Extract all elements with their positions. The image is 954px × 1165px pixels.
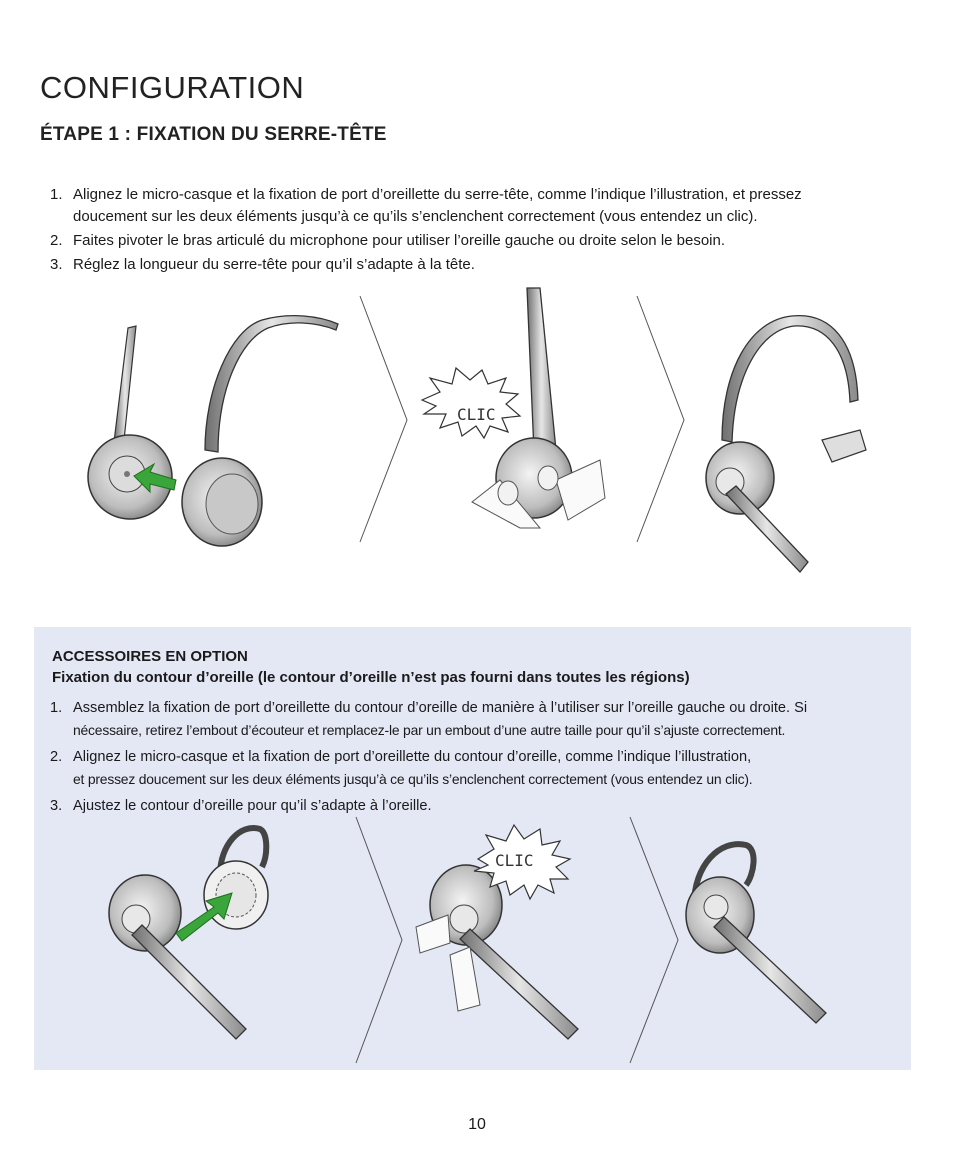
section-subtitle: ÉTAPE 1 : FIXATION DU SERRE-TÊTE [40,124,387,145]
step-separator-chevron [360,296,407,542]
step-separator-chevron [356,817,402,1063]
assembled-headset-drawing [706,316,866,572]
earpiece-headset-drawing [88,326,172,519]
assembled-earhook-headset-drawing [686,844,826,1023]
click-label: CLIC [457,405,496,424]
accessories-subtitle: Fixation du contour d’oreille (le contour d’oreille n’est pas fourni dans toutes les régions) [52,669,690,686]
step-text: doucement sur les deux éléments jusqu’à ce qu’ils s’enclenchent correctement (vous entendez un clic). [73,208,758,225]
step-number: 2. [50,749,63,765]
page-number: 10 [468,1116,486,1133]
step-text: Alignez le micro-casque et la fixation de port d’oreillette du serre-tête, comme l’indique l’illustration, et pressez [73,186,802,203]
headband-illustration [0,280,954,590]
headband-drawing [182,316,338,546]
earhook-illustration [0,815,954,1065]
step-number: 1. [50,186,63,203]
accessories-title: ACCESSOIRES EN OPTION [52,648,248,665]
step-separator-chevron [630,817,678,1063]
step-text: et pressez doucement sur les deux éléments jusqu’à ce qu’ils s’enclenchent correctement (vous entendez un clic). [73,771,753,787]
step-number: 1. [50,700,63,716]
click-burst-icon [422,368,520,438]
list-item [50,184,910,228]
list-item [50,697,910,742]
step-text: Ajustez le contour d’oreille pour qu’il s’adapte à l’oreille. [73,798,432,814]
earhook-steps-list [50,697,910,821]
step-number: 3. [50,256,63,273]
list-item [50,746,910,791]
step-number: 2. [50,232,63,249]
step-text: nécessaire, retirez l’embout d’écouteur et remplacez-le par un embout d’une autre taille pour qu’il s’ajuste correctement. [73,722,786,738]
step-separator-chevron [637,296,684,542]
step-text: Alignez le micro-casque et la fixation de port d’oreillette du contour d’oreille, comme l’indique l’illustration, [73,749,752,765]
list-item [50,230,910,252]
page-title: CONFIGURATION [40,70,305,105]
step-number: 3. [50,798,63,814]
step-text: Assemblez la fixation de port d’oreillette du contour d’oreille de manière à l’utiliser sur l’oreille gauche ou droite. Si [73,700,808,716]
list-item [50,254,910,276]
click-label: CLIC [495,851,534,870]
step-text: Réglez la longueur du serre-tête pour qu’il s’adapte à la tête. [73,256,475,273]
step-text: Faites pivoter le bras articulé du microphone pour utiliser l’oreille gauche ou droite selon le besoin. [73,232,726,249]
headband-steps-list [50,184,910,278]
list-item [50,795,910,817]
